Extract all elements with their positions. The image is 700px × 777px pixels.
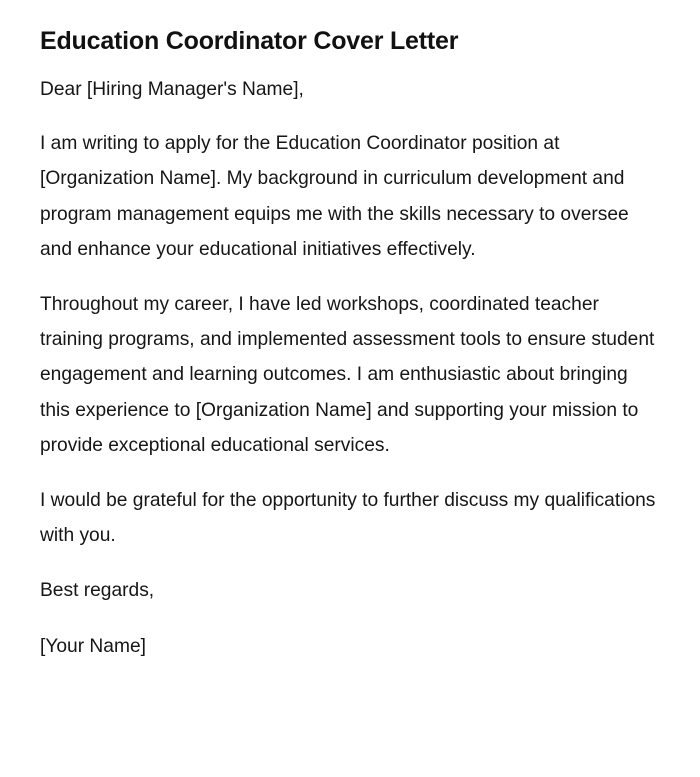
body-paragraph-intro: I am writing to apply for the Education Coordinator position at [Organization Name]. My background in curriculum development and program management equips me with the skills necessary to oversee and enhance your educational initiatives effectively.	[40, 133, 629, 260]
closing-line: Best regards,	[40, 580, 155, 602]
document-title: Education Coordinator Cover Letter	[40, 27, 459, 55]
body-paragraph-closing-request: I would be grateful for the opportunity to further discuss my qualifications with you.	[40, 490, 656, 547]
body-paragraph-experience: Throughout my career, I have led workshops, coordinated teacher training programs, and implemented assessment tools to ensure student engagement and learning outcomes. I am enthusiastic about bringing this experience to [Organization Name] and supporting your mission to provide exceptional educational services.	[40, 294, 655, 456]
salutation: Dear [Hiring Manager's Name],	[40, 79, 304, 100]
signature-name: [Your Name]	[40, 635, 146, 657]
